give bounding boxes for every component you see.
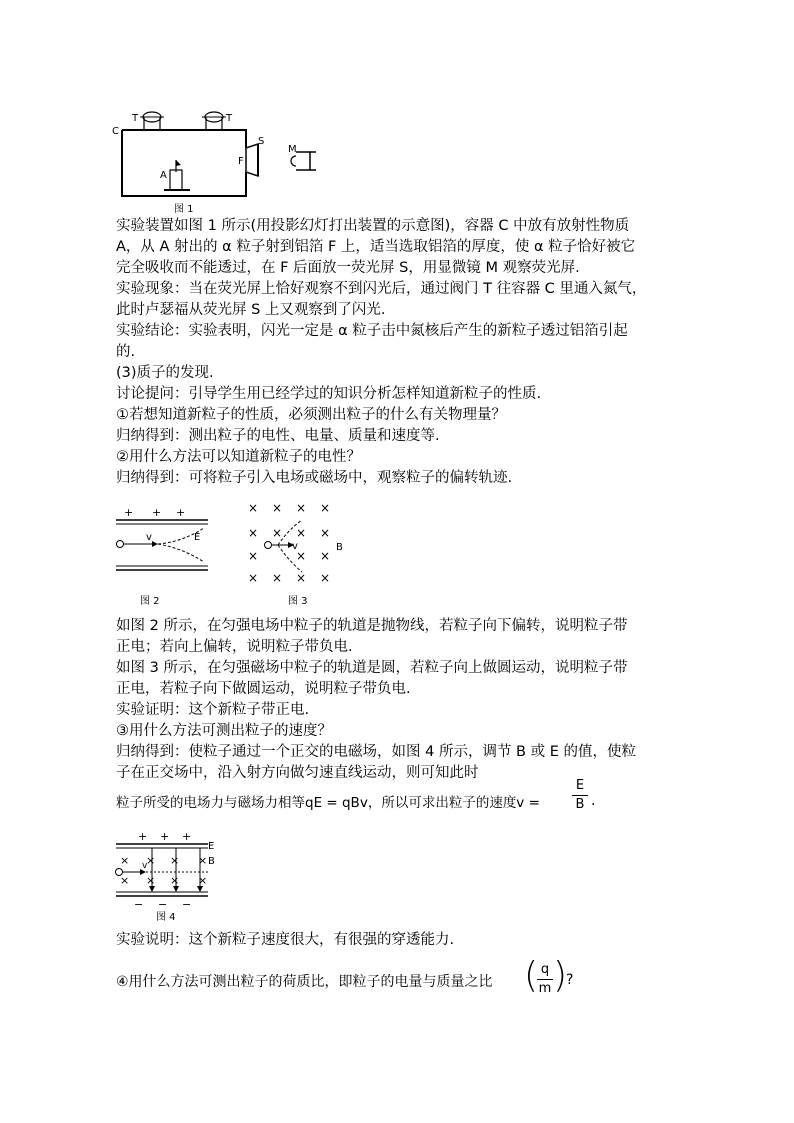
cross-mark: × [120, 854, 130, 867]
question-mark: ? [566, 972, 574, 988]
plus-sign: + [176, 506, 186, 519]
figure-2-electric-field [112, 500, 222, 612]
figure-4-crossed-fields [112, 828, 222, 922]
e-label: E [208, 841, 215, 852]
cross-mark: × [296, 571, 307, 585]
discussion-question: 讨论提问：引导学生用已经学过的知识分析怎样知道新粒子的性质. [116, 386, 542, 402]
fig1-label-m: M [288, 144, 297, 155]
right-paren: ) [553, 955, 568, 996]
fig1-label-c: C [112, 126, 119, 137]
fig4-caption: 图 4 [156, 912, 176, 923]
explanation-line: 实验说明：这个新粒子速度很大，有很强的穿透能力. [116, 932, 455, 948]
fig1-label-s: S [258, 136, 265, 147]
cross-mark: × [296, 526, 307, 540]
e-label: E [194, 532, 201, 543]
fraction-denominator: m [538, 981, 552, 996]
cross-mark: × [248, 501, 259, 515]
cross-mark: × [320, 526, 331, 540]
para-fig3-line1: 如图 3 所示，在匀强磁场中粒子的轨道是圆，若粒子向上做圆运动，说明粒子带 [116, 660, 628, 676]
cross-mark: × [320, 501, 331, 515]
cross-mark: × [320, 571, 331, 585]
cross-mark: × [198, 874, 208, 887]
para1-line3: 完全吸收而不能透过，在 F 后面放一荧光屏 S，用显微镜 M 观察荧光屏. [116, 260, 580, 276]
para1-line1: 实验装置如图 1 所示(用投影幻灯打出装置的示意图)，容器 C 中放有放射性物质 [116, 218, 630, 234]
b-label: B [208, 856, 215, 867]
question-4-text: ④用什么方法可测出粒子的荷质比，即粒子的电量与质量之比 [116, 974, 493, 990]
fig1-label-f: F [238, 156, 244, 167]
plus-sign: + [182, 830, 192, 843]
cross-mark: × [198, 854, 208, 867]
cross-mark: × [272, 526, 283, 540]
fig1-caption: 图 1 [174, 204, 194, 215]
fraction-denominator: B [575, 797, 585, 812]
para1-line2: A，从 A 射出的 α 粒子射到铝箔 F 上，适当选取铝箔的厚度，使 α 粒子恰好被它 [116, 239, 636, 255]
fraction-numerator: q [540, 962, 550, 977]
minus-sign: − [182, 898, 192, 911]
cross-mark: × [320, 549, 331, 563]
answer-3-line2: 子在正交场中，沿入射方向做匀速直线运动，则可知此时 [116, 765, 479, 781]
question-3: ③用什么方法可测出粒子的速度？ [116, 723, 332, 739]
fig1-label-a: A [160, 170, 167, 181]
cross-mark: × [248, 526, 259, 540]
para-fig2-line2: 正电；若向上偏转，说明粒子带负电. [116, 639, 353, 655]
fraction-q-over-m [537, 962, 553, 997]
cross-mark: × [296, 549, 307, 563]
answer-3-line1: 归纳得到：使粒子通过一个正交的电磁场，如图 4 所示，调节 B 或 E 的值，使粒 [116, 744, 636, 760]
cross-mark: × [120, 874, 130, 887]
fig1-label-t-left: T [132, 113, 139, 124]
fraction-numerator: E [575, 778, 585, 793]
fig2-caption: 图 2 [140, 596, 160, 607]
fraction-e-over-b [572, 778, 588, 813]
cross-mark: × [170, 854, 180, 867]
para2-line1: 实验现象：当在荧光屏上恰好观察不到闪光后，通过阀门 T 往容器 C 里通入氮气， [116, 281, 647, 297]
section-heading: (3)质子的发现. [116, 365, 214, 381]
para3-line2: 的. [116, 344, 136, 360]
cross-mark: × [272, 571, 283, 585]
question-2: ②用什么方法可以知道新粒子的电性？ [116, 449, 361, 465]
fig1-label-t-right: T [226, 113, 233, 124]
answer-1: 归纳得到：测出粒子的电性、电量、质量和速度等. [116, 428, 440, 444]
minus-sign: − [158, 898, 168, 911]
velocity-label: v [142, 861, 148, 871]
cross-mark: × [170, 874, 180, 887]
fig3-caption: 图 3 [288, 596, 308, 607]
velocity-label: v [292, 541, 298, 552]
para-fig3-line2: 正电，若粒子向下做圆运动，说明粒子带负电. [116, 681, 411, 697]
para-fig2-line1: 如图 2 所示，在匀强电场中粒子的轨道是抛物线，若粒子向下偏转，说明粒子带 [116, 618, 628, 634]
minus-sign: − [134, 898, 144, 911]
cross-mark: × [296, 501, 307, 515]
plus-sign: + [152, 506, 162, 519]
answer-2: 归纳得到：可将粒子引入电场或磁场中，观察粒子的偏转轨迹. [116, 470, 513, 486]
cross-mark: × [146, 874, 156, 887]
b-label: B [336, 542, 343, 553]
cross-mark: × [146, 854, 156, 867]
equation-period: . [591, 793, 596, 809]
plus-sign: + [124, 506, 134, 519]
figure-1-apparatus [108, 104, 338, 214]
plus-sign: + [138, 830, 148, 843]
cross-mark: × [248, 549, 259, 563]
question-1: ①若想知道新粒子的性质，必须测出粒子的什么有关物理量？ [116, 407, 506, 423]
cross-mark: × [272, 501, 283, 515]
proof-line: 实验证明：这个新粒子带正电. [116, 702, 310, 718]
figure-3-magnetic-field [240, 500, 350, 612]
para2-line2: 此时卢瑟福从荧光屏 S 上又观察到了闪光. [116, 302, 386, 318]
cross-mark: × [248, 571, 259, 585]
plus-sign: + [160, 830, 170, 843]
force-equation-text: 粒子所受的电场力与磁场力相等qE = qBv，所以可求出粒子的速度v = [116, 795, 540, 811]
velocity-label: v [146, 532, 152, 543]
para3-line1: 实验结论：实验表明，闪光一定是 α 粒子击中氮核后产生的新粒子透过铝箔引起 [116, 323, 628, 339]
left-paren: ( [524, 955, 539, 996]
